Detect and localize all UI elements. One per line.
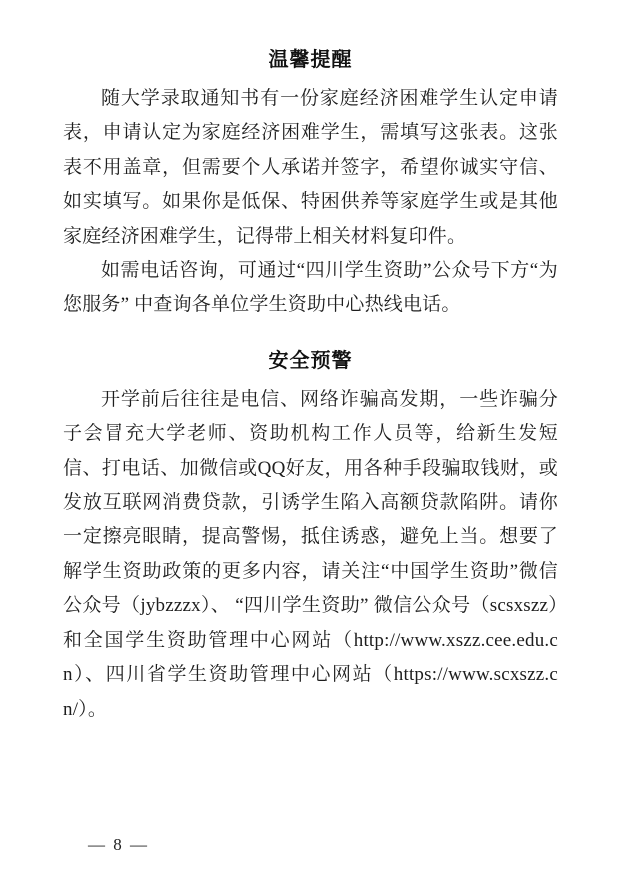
security-alert-paragraph: 开学前后往往是电信、网络诈骗高发期，一些诈骗分子会冒充大学老师、资助机构工作人员等，给新生发短信、打电话、加微信或QQ好友，用各种手段骗取钱财，或发放互联网消费贷款，引诱学生陷入高额贷款陷阱。请你一定擦亮眼睛，提高警惕，抵住诱惑，避免上当。想要了解学生资助政策的更多内容，请关注“中国学生资助”微信公众号（jybzzzx）、 “四川学生资助” 微信公众号（scsxszz）和全国学生资助管理中心网站（http://www.xszz.cee.edu.cn）、四川省学生资助管理中心网站（https://www.scxszz.cn/）。 [63, 388, 558, 720]
section-security-alert [63, 347, 558, 727]
warm-reminder-paragraph-2: 如需电话咨询，可通过“四川学生资助”公众号下方“为您服务” 中查询各单位学生资助中心热线电话。 [63, 260, 558, 316]
security-alert-heading: 安全预警 [268, 349, 353, 372]
page-number: — 8 — [88, 835, 149, 854]
warm-reminder-paragraph-1: 随大学录取通知书有一份家庭经济困难学生认定申请表，申请认定为家庭经济困难学生，需填写这张表。这张表不用盖章，但需要个人承诺并签字，希望你诚实守信、如实填写。如果你是低保、特困供养等家庭学生或是其他家庭经济困难学生，记得带上相关材料复印件。 [63, 88, 558, 247]
warm-reminder-heading: 温馨提醒 [268, 49, 353, 71]
section-warm-reminder [63, 46, 558, 323]
